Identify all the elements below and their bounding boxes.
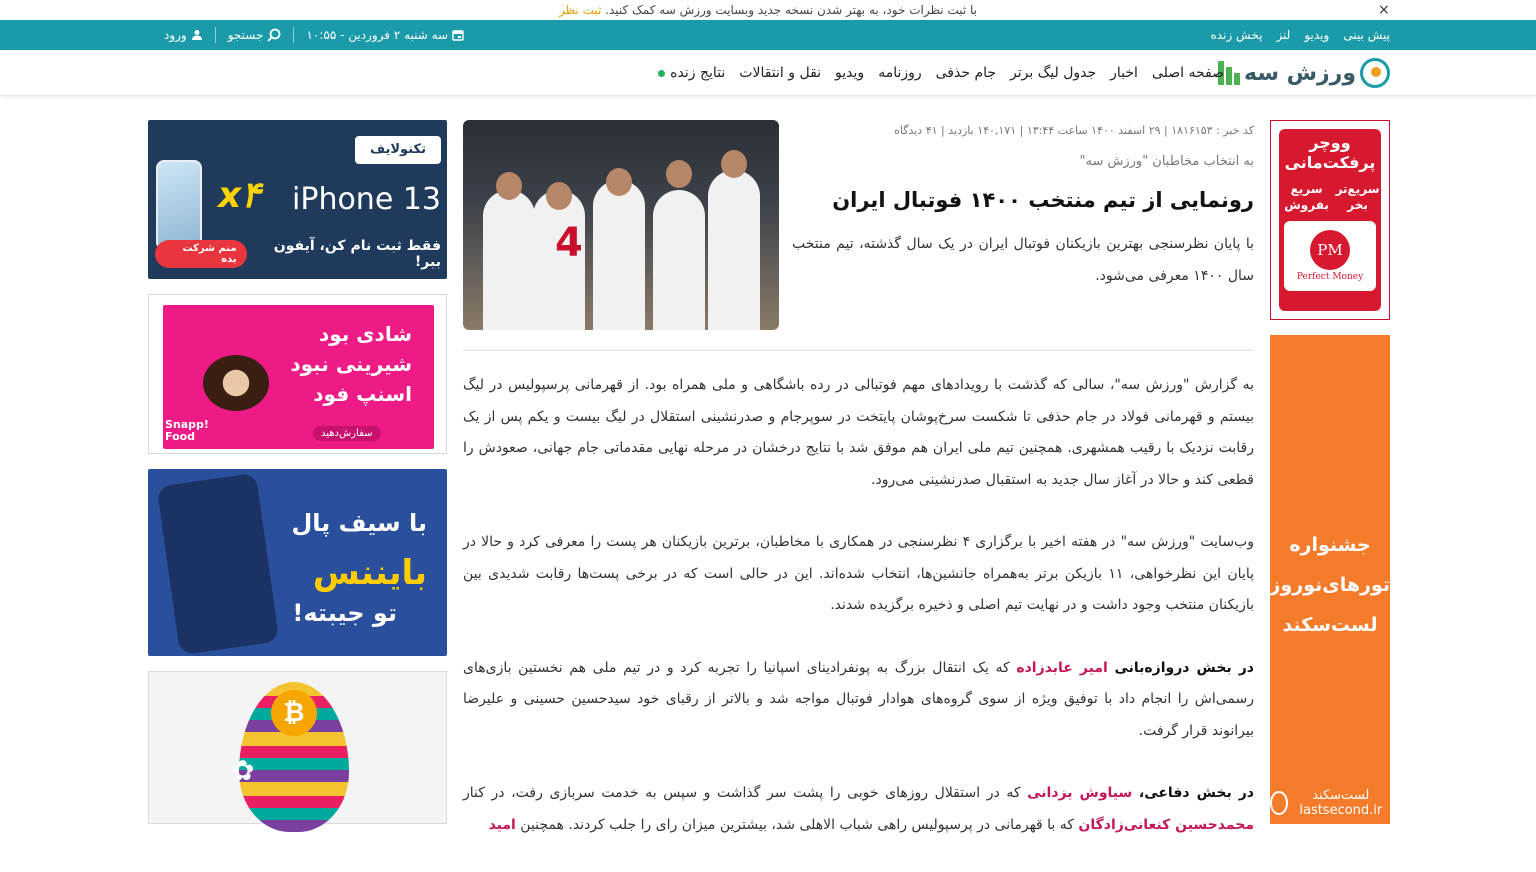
nav-news[interactable]: اخبار [1110, 65, 1138, 81]
jersey-number: 4 [555, 220, 583, 266]
article-lead: با پایان نظرسنجی بهترین بازیکنان فوتبال ایران در یک سال گذشته، تیم منتخب سال ۱۴۰۰ معرفی می‌شود. [792, 236, 1254, 284]
snappfood-ad[interactable] [148, 294, 447, 454]
date-display [294, 28, 476, 42]
nav-video[interactable]: ویدیو [835, 65, 865, 81]
ad1-button[interactable]: منم شرکت بده [155, 240, 247, 268]
nav-hazfi-cup[interactable]: جام حذفی [935, 65, 997, 81]
top-link-prediction[interactable]: پیش بینی [1343, 28, 1390, 42]
search-icon [267, 28, 281, 42]
calendar-icon [452, 29, 464, 41]
section-lead: در بخش دفاعی، [1138, 785, 1254, 801]
site-logo[interactable] [1218, 58, 1390, 88]
player-link[interactable]: امیر عابدزاده [1016, 659, 1108, 676]
top-links [1211, 20, 1390, 50]
nav-transfers[interactable]: نقل و انتقالات [739, 65, 822, 81]
paragraph [463, 778, 1254, 841]
lastsecond-logo-icon [1270, 791, 1288, 815]
nav-live-results[interactable] [658, 65, 725, 81]
wallet-image [157, 473, 280, 655]
feedback-notice [0, 0, 1536, 20]
cake-image [203, 355, 269, 411]
date-text: سه شنبه ۲ فروردین - ۱۰:۵۵ [306, 28, 449, 42]
nav-home[interactable]: صفحه اصلی [1151, 65, 1224, 81]
login-label: ورود [164, 28, 187, 42]
ad2-text: شادی بود شیرینی نبود اسنپ فود [290, 322, 412, 406]
nav-league-table[interactable]: جدول لیگ برتر [1010, 65, 1097, 81]
section-lead: در بخش دروازه‌بانی [1114, 659, 1254, 676]
bitcoin-icon: ₿ [271, 690, 317, 736]
nav-live-results-label: نتایج زنده [670, 65, 726, 81]
nav-newspaper[interactable]: روزنامه [878, 65, 922, 81]
ad3-line3: تو جیبته! [292, 599, 397, 627]
paragraph-text: که با قهرمانی در پرسپولیس راهی شباب الاهلی شد، بیشترین میزان رای را جلب کردند. همچنین [520, 816, 1074, 833]
snappfood-logo: Snapp! Food [165, 418, 209, 443]
order-button[interactable]: سفارش‌دهید [313, 426, 381, 441]
article-body [463, 370, 1254, 872]
player-link[interactable]: محمدحسین کنعانی‌زادگان [1078, 816, 1254, 833]
top-link-live-stream[interactable]: پخش زنده [1210, 28, 1263, 42]
rb1-right: سریع‌تر بخر [1335, 182, 1380, 212]
main-nav [658, 50, 1224, 96]
top-bar [0, 20, 1536, 50]
times-four-label: x۴ [218, 175, 261, 216]
close-icon[interactable]: × [1378, 2, 1390, 18]
rb2-brand-text: لست‌سکند lastsecond.ir [1299, 788, 1383, 818]
top-link-video[interactable]: ویدیو [1304, 28, 1330, 42]
paragraph: به گزارش "ورزش سه"، سالی که گذشت با رویدادهای مهم فوتبالی در رده باشگاهی و ملی همراه بود. از قهرمانی پرسپولیس در لیگ بیستم و قهرمانی فولاد در جام حذفی تا شکست سرخ‌پوشان پایتخت در سوپرجام و صدرنشینی استقلال در لیگ بیست و یکم پس از یک رقابت نزدیک با رقیب همشهری. همچنین تیم ملی ایران هم موفق شد با نتایج درخشان در مرحله نهایی مقدماتی جام جهانی، صعودش را قطعی کند و حالا در آغاز سال جدید به استقبال صدرنشینی می‌رود. [463, 377, 1254, 488]
top-utilities [152, 20, 476, 50]
top-link-lens[interactable]: لنز [1276, 28, 1291, 42]
paragraph [463, 653, 1254, 748]
perfectmoney-logo [1284, 221, 1376, 291]
rb1-left: سریع بفروش [1284, 182, 1329, 212]
safepal-ad[interactable] [148, 469, 447, 656]
main-header [0, 50, 1536, 96]
player-link[interactable]: امید [488, 816, 516, 833]
submit-feedback-link[interactable]: ثبت نظر [558, 3, 602, 17]
article-image [463, 120, 779, 330]
phone-image [156, 160, 202, 250]
login-link[interactable] [152, 28, 215, 42]
paragraph-text: که یک انتقال بزرگ به پونفرادینای اسپانیا را تجربه کرد و در تیم ملی هم نخستین بازی‌های رسمی‌اش را انجام داد با توفیق ویژه از سوی گروه‌های هوادار فوتبال مواجه شد و بالاتر از رقبای خود سیدحسین حسینی و علیرضا بیرانوند قرار گرفت. [463, 659, 1254, 739]
search-label: جستجو [227, 28, 264, 42]
rb2-text: جشنواره تورهای‌نوروزی لست‌سکند [1252, 534, 1390, 636]
article-meta: کد خبر : ۱۸۱۶۱۵۳ | ۲۹ اسفند ۱۴۰۰ ساعت ۱۳:۴۴ | ۱۴۰,۱۷۱ بازدید | ۴۱ دیدگاه [894, 124, 1254, 137]
rb1-title: ووچر پرفکت‌مانی [1284, 133, 1376, 172]
ad3-line1: با سیف پال [291, 509, 427, 537]
article-title: رونمایی از تیم منتخب ۱۴۰۰ فوتبال ایران [832, 188, 1254, 212]
ad1-cta: فقط ثبت نام کن، آیفون ببر! [273, 238, 441, 270]
notice-text: با ثبت نظرات خود، به بهتر شدن نسخه جدید وبسایت ورزش سه کمک کنید. [605, 3, 978, 17]
article-kicker: به انتخاب مخاطبان "ورزش سه" [1079, 154, 1254, 169]
perfectmoney-banner[interactable] [1270, 120, 1390, 320]
paragraph-text: که در استقلال روزهای خوبی را پشت سر گذاشت و سپس به خدمت سربازی رفت، در کنار [463, 785, 1021, 801]
lastsecond-brand [1270, 788, 1390, 818]
pm-text: Perfect Money [1296, 272, 1364, 282]
technolife-logo: تکنولایف [355, 136, 441, 164]
pm-badge: PM [1310, 230, 1350, 270]
logo-emblem-icon [1360, 58, 1390, 88]
player-link[interactable]: سیاوش یزدانی [1027, 785, 1133, 801]
technolife-ad[interactable] [148, 120, 447, 279]
live-dot-icon [658, 70, 665, 77]
divider [463, 350, 1254, 351]
ad3-line2: بایننس [312, 553, 427, 593]
iphone-label: iPhone 13 [292, 182, 441, 217]
crypto-egg-ad[interactable] [148, 671, 447, 824]
logo-text: ورزش سه [1244, 60, 1356, 86]
flower-icon: ✿ [231, 754, 255, 787]
paragraph: وب‌سایت "ورزش سه" در هفته اخیر با برگزاری ۴ نظرسنجی در همکاری با مخاطبان، برترین بازیکنان هر پست را معرفی کرد و حالا در پایان این نظرخواهی، ۱۱ بازیکن برتر به‌همراه جانشین‌ها، انتخاب شده‌اند. این در حالی است که در برخی پست‌ها رقابت شدیدی بین بازیکنان منتخب وجود داشت و در نهایت تیم اصلی و ذخیره برگزیده شدند. [463, 534, 1254, 613]
lastsecond-banner[interactable] [1252, 335, 1390, 824]
user-icon [191, 29, 203, 41]
search-link[interactable] [216, 28, 294, 42]
